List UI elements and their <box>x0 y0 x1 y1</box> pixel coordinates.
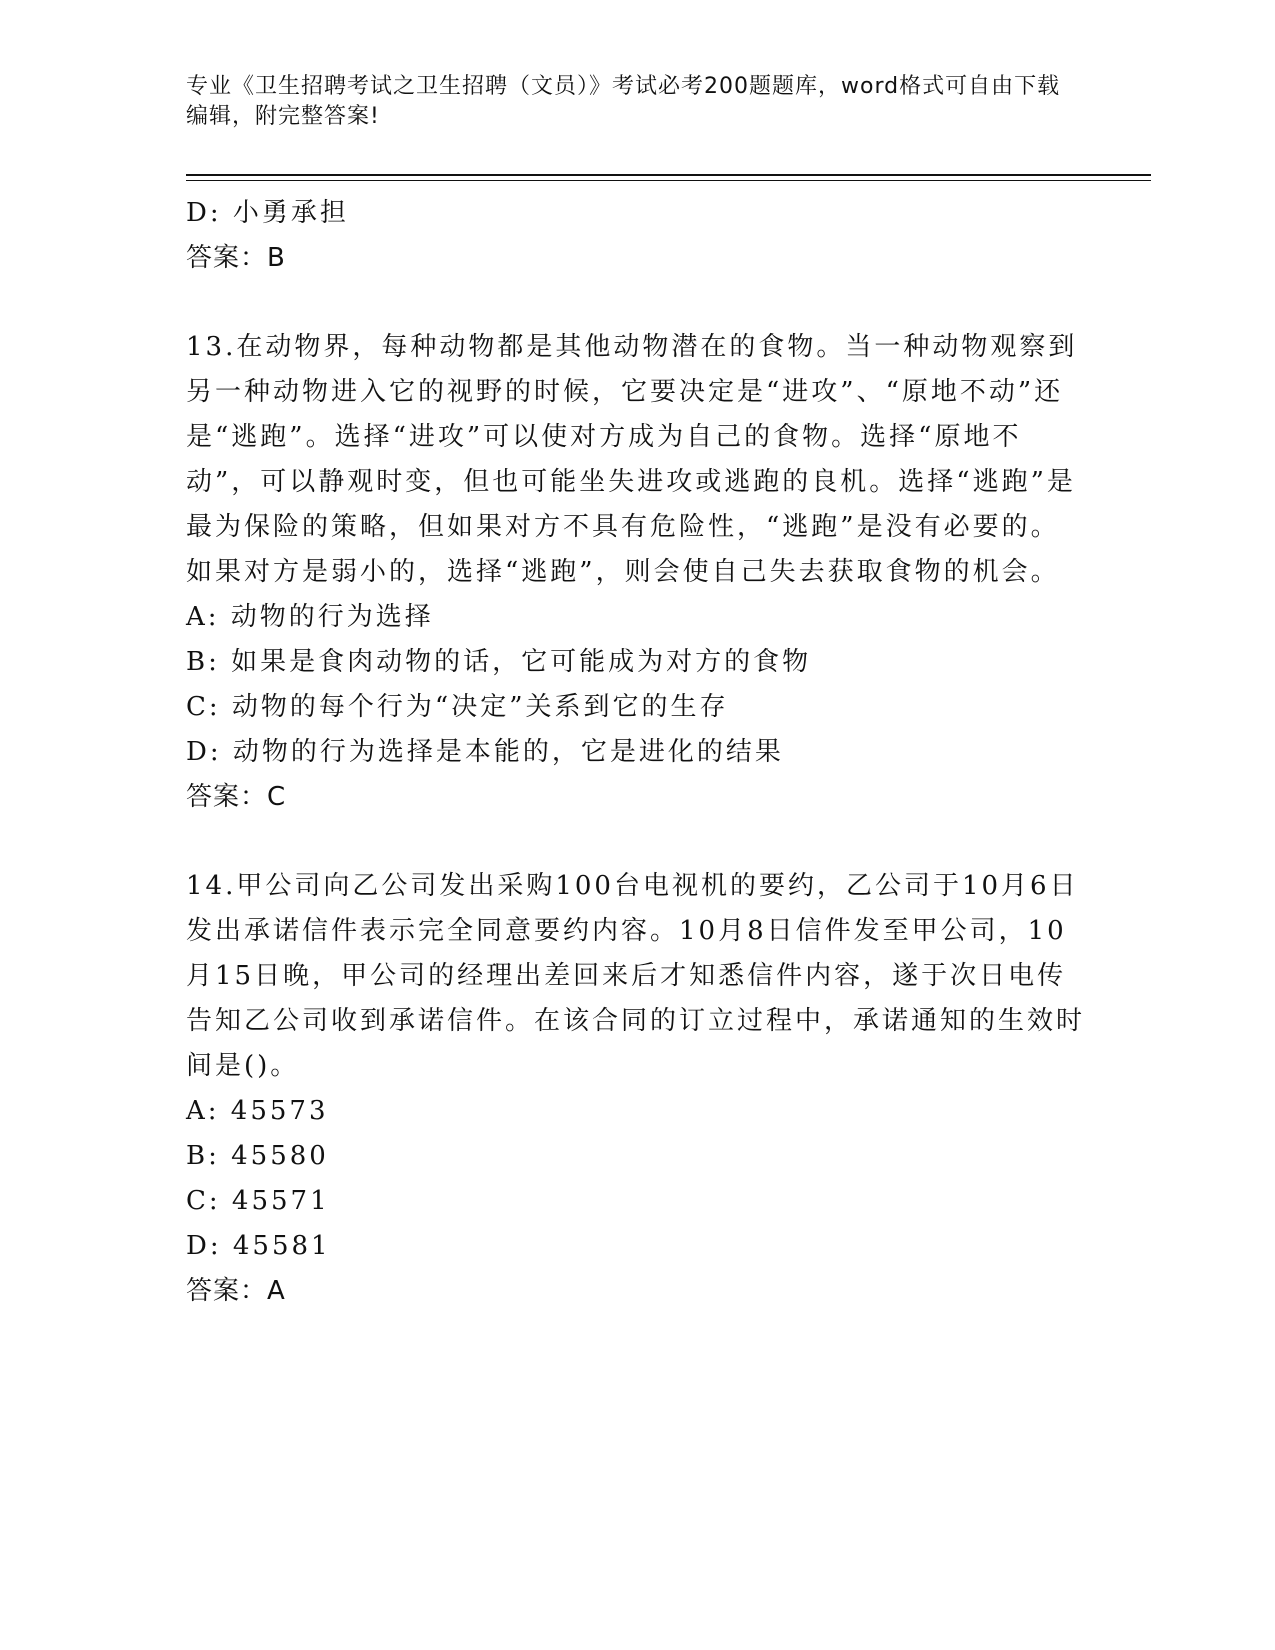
option-a: A: 45573 <box>186 1096 329 1126</box>
question-stem: 14.甲公司向乙公司发出采购100台电视机的要约，乙公司于10月6日发出承诺信件表示完全同意要约内容。10月8日信件发至甲公司，10月15日晚，甲公司的经理出差回来后才知悉信件内容，遂于次日电传告知乙公司收到承诺信件。在该合同的订立过程中，承诺通知的生效时间是()。 <box>186 871 1086 1081</box>
question-13 <box>186 325 1086 820</box>
document-body <box>186 191 1151 1314</box>
document-page <box>186 72 1151 1314</box>
question-14 <box>186 864 1086 1314</box>
option-b: B: 45580 <box>186 1141 329 1171</box>
header-divider <box>186 174 1151 181</box>
prev-option-d: D: 小勇承担 <box>186 198 349 228</box>
option-c: C: 45571 <box>186 1186 330 1216</box>
divider-thick-line <box>186 174 1151 176</box>
document-header-title: 专业《卫生招聘考试之卫生招聘（文员）》考试必考200题题库，word格式可自由下载编辑，附完整答案! <box>186 74 1061 129</box>
option-a: A: 动物的行为选择 <box>186 602 434 632</box>
prev-answer: 答案：B <box>186 243 286 273</box>
question-answer: 答案：C <box>186 782 287 812</box>
option-d: D: 45581 <box>186 1231 331 1261</box>
option-c: C: 动物的每个行为“决定”关系到它的生存 <box>186 692 729 722</box>
question-answer: 答案：A <box>186 1276 286 1306</box>
option-d: D: 动物的行为选择是本能的，它是进化的结果 <box>186 737 784 767</box>
question-stem: 13.在动物界，每种动物都是其他动物潜在的食物。当一种动物观察到另一种动物进入它的视野的时候，它要决定是“进攻”、“原地不动”还是“逃跑”。选择“进攻”可以使对方成为自己的食物。选择“原地不动”，可以静观时变，但也可能坐失进攻或逃跑的良机。选择“逃跑”是最为保险的策略，但如果对方不具有危险性，“逃跑”是没有必要的。如果对方是弱小的，选择“逃跑”，则会使自己失去获取食物的机会。 <box>186 332 1078 587</box>
option-b: B: 如果是食肉动物的话，它可能成为对方的食物 <box>186 647 812 677</box>
divider-thin-line <box>186 180 1151 181</box>
